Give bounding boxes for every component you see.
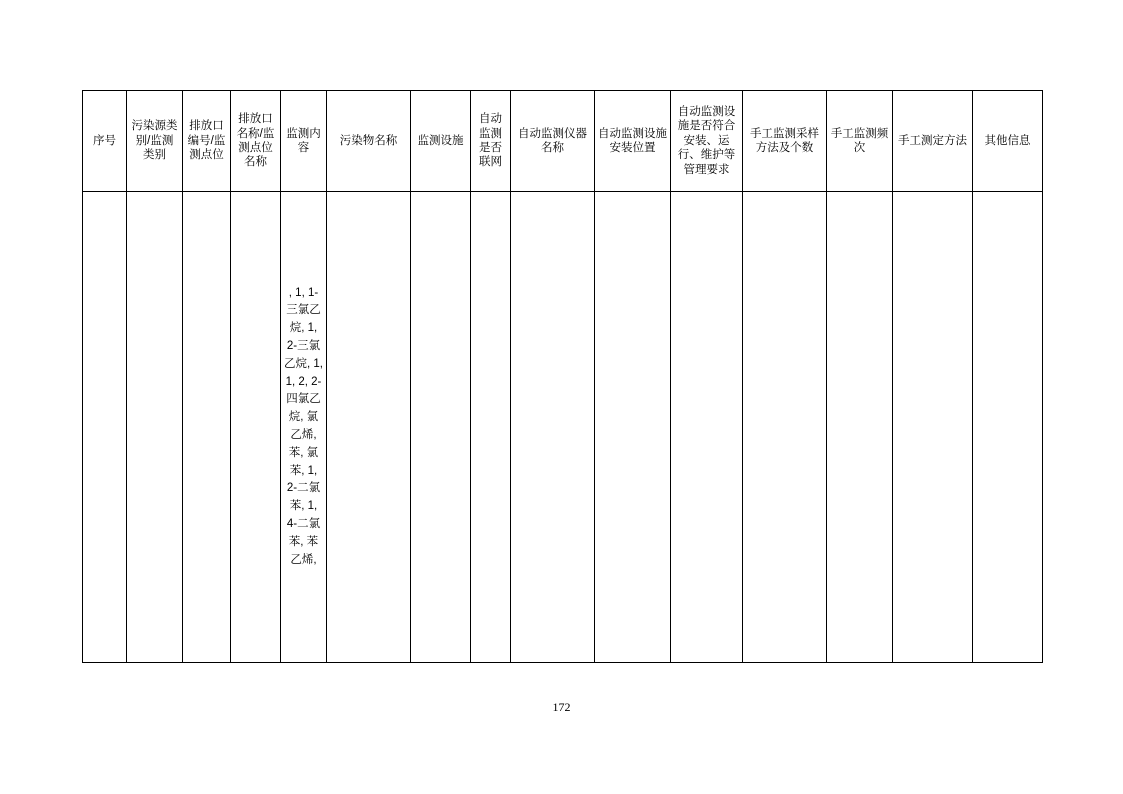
cell-monitoring-content: , 1, 1-三氯乙烷, 1, 2-三氯乙烷, 1, 1, 2, 2-四氯乙烷, 氯乙烯, 苯, 氯苯, 1, 2-二氯苯, 1, 4-二氯苯, 苯乙烯, xyxy=(281,192,327,663)
column-header-auto-install-location-label: 自动监测设施安装位置 xyxy=(598,127,667,154)
column-header-manual-determination-method-label: 手工测定方法 xyxy=(898,134,967,147)
cell-manual-sampling-method xyxy=(743,192,827,663)
column-header-index xyxy=(83,91,127,192)
cell-outlet-code xyxy=(183,192,231,663)
monitoring-table xyxy=(82,90,1043,663)
column-header-source-category-label: 污染源类别/监测类别 xyxy=(131,120,178,162)
cell-auto-networked xyxy=(471,192,511,663)
cell-manual-determination-method xyxy=(893,192,973,663)
column-header-monitoring-facility xyxy=(411,91,471,192)
column-header-auto-compliance-label: 自动监测设施是否符合安装、运行、维护等管理要求 xyxy=(677,106,736,176)
column-header-outlet-name xyxy=(231,91,281,192)
column-header-auto-compliance xyxy=(671,91,743,192)
table-header-row xyxy=(83,91,1043,192)
column-header-source-category xyxy=(127,91,183,192)
column-header-auto-instrument-name-label: 自动监测仪器名称 xyxy=(518,127,587,154)
cell-index xyxy=(83,192,127,663)
column-header-auto-instrument-name xyxy=(511,91,595,192)
cell-monitoring-facility xyxy=(411,192,471,663)
cell-manual-frequency xyxy=(827,192,893,663)
column-header-auto-networked xyxy=(471,91,511,192)
column-header-other-info-label: 其他信息 xyxy=(984,134,1031,147)
table-row xyxy=(83,192,1043,663)
column-header-outlet-name-label: 排放口名称/监测点位名称 xyxy=(236,113,275,169)
cell-outlet-name xyxy=(231,192,281,663)
column-header-monitoring-content xyxy=(281,91,327,192)
column-header-other-info xyxy=(973,91,1043,192)
monitoring-table-container xyxy=(82,90,1042,663)
cell-auto-instrument-name xyxy=(511,192,595,663)
column-header-monitoring-facility-label: 监测设施 xyxy=(417,134,464,147)
column-header-manual-frequency-label: 手工监测频次 xyxy=(830,127,889,154)
column-header-manual-determination-method xyxy=(893,91,973,192)
cell-other-info xyxy=(973,192,1043,663)
cell-auto-compliance xyxy=(671,192,743,663)
table-body xyxy=(83,192,1043,663)
cell-pollutant-name xyxy=(327,192,411,663)
cell-source-category xyxy=(127,192,183,663)
column-header-pollutant-name-label: 污染物名称 xyxy=(339,134,398,147)
table-header xyxy=(83,91,1043,192)
column-header-index-label: 序号 xyxy=(93,134,116,147)
page-number: 172 xyxy=(552,700,571,714)
column-header-auto-install-location xyxy=(595,91,671,192)
column-header-manual-sampling-method-label: 手工监测采样方法及个数 xyxy=(750,127,819,154)
cell-auto-install-location xyxy=(595,192,671,663)
column-header-outlet-code-label: 排放口编号/监测点位 xyxy=(187,120,226,162)
column-header-auto-networked-label: 自动监测是否联网 xyxy=(479,113,502,169)
column-header-pollutant-name xyxy=(327,91,411,192)
column-header-outlet-code xyxy=(183,91,231,192)
column-header-manual-sampling-method xyxy=(743,91,827,192)
column-header-monitoring-content-label: 监测内容 xyxy=(286,127,321,154)
column-header-manual-frequency xyxy=(827,91,893,192)
